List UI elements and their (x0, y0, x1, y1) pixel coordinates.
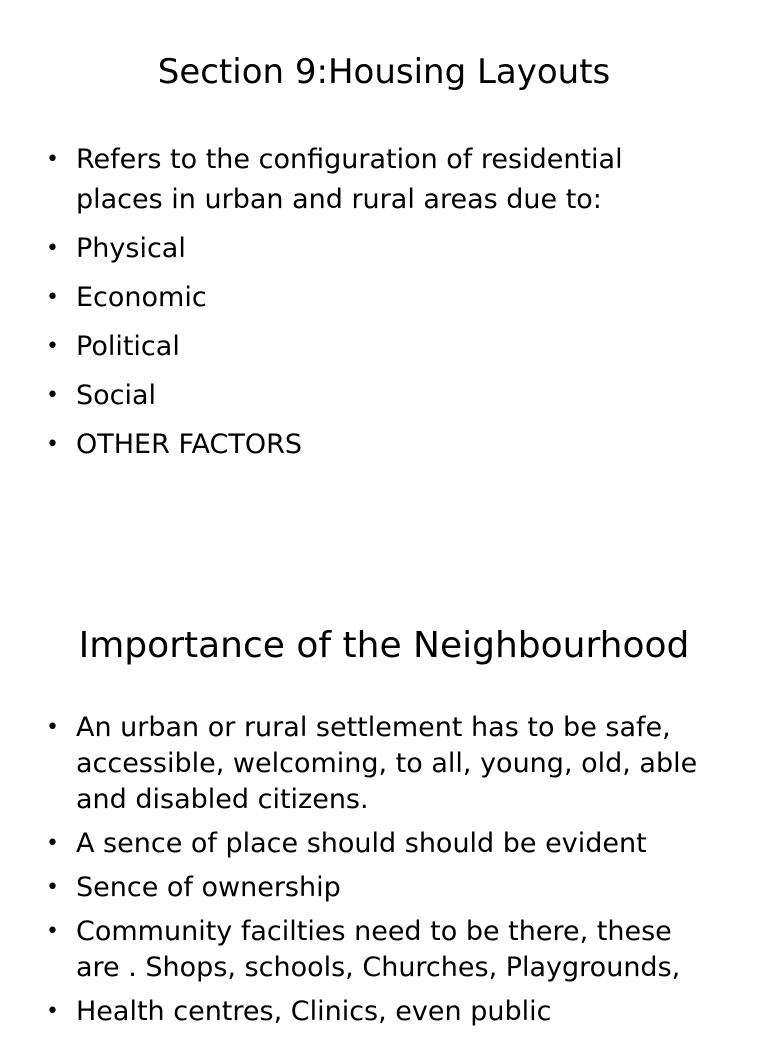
bullet-icon: • (46, 334, 59, 359)
bullet-text: Economic (76, 282, 207, 313)
bullet-text: OTHER FACTORS (76, 429, 302, 460)
bullet-icon: • (46, 715, 59, 740)
bullet-icon: • (46, 919, 59, 944)
bullet-text: Political (76, 331, 180, 362)
bullet-item (46, 140, 726, 220)
slide-importance-of-neighbourhood (0, 560, 768, 1027)
slide-title: Importance of the Neighbourhood (78, 625, 690, 666)
bullet-item (46, 826, 726, 862)
bullet-icon: • (46, 383, 59, 408)
bullet-text: Physical (76, 233, 186, 264)
bullet-text: A sence of place should should be evident (76, 828, 647, 859)
bullet-item (46, 994, 726, 1030)
bullet-text: Social (76, 380, 157, 411)
slide-title: Section 9:Housing Layouts (157, 52, 611, 92)
bullet-icon: • (46, 285, 59, 310)
bullet-item (46, 425, 726, 465)
bullet-list (46, 710, 726, 1038)
bullet-text: Refers to the configuration of residential places in urban and rural areas due to: (76, 144, 623, 215)
bullet-text: Community facilties need to be there, these are . Shops, schools, Churches, Playgrounds, (76, 916, 681, 983)
bullet-item (46, 376, 726, 416)
bullet-icon: • (46, 831, 59, 856)
bullet-text: An urban or rural settlement has to be safe, accessible, welcoming, to all, young, old, able and disabled citizens. (76, 712, 698, 815)
bullet-item (46, 870, 726, 906)
bullet-text: Sence of ownership (76, 872, 341, 903)
bullet-icon: • (46, 147, 59, 172)
bullet-icon: • (46, 875, 59, 900)
bullet-list (46, 140, 726, 474)
bullet-item (46, 710, 726, 818)
bullet-item (46, 327, 726, 367)
bullet-item (46, 914, 726, 986)
bullet-text: Health centres, Clinics, even public (76, 996, 552, 1027)
bullet-icon: • (46, 236, 59, 261)
bullet-item (46, 278, 726, 318)
bullet-item (46, 229, 726, 269)
bullet-icon: • (46, 999, 59, 1024)
bullet-icon: • (46, 432, 59, 457)
